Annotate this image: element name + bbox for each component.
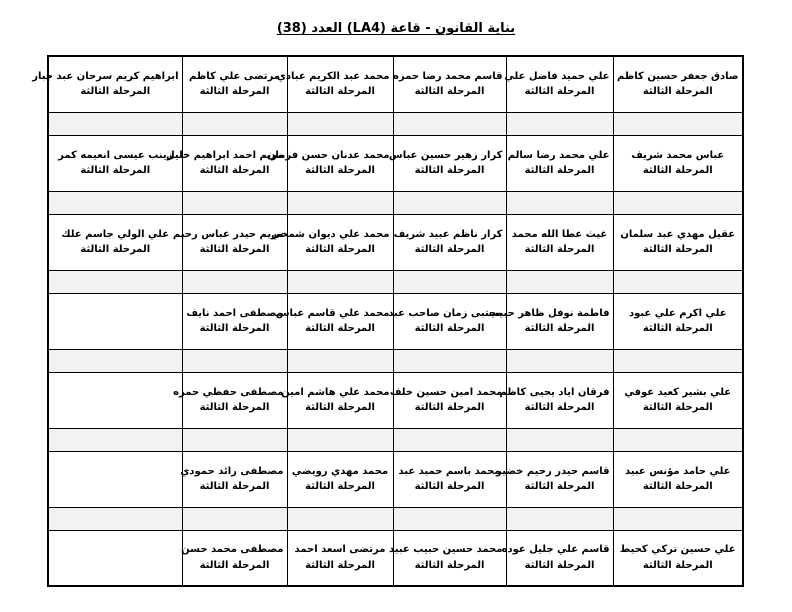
empty-separator-cell	[393, 349, 506, 372]
student-name: مصطفى رائد حمودي	[180, 465, 284, 477]
student-cell	[182, 451, 287, 507]
student-name: مجتبى زمان صاحب عبد	[388, 307, 503, 319]
student-cell	[506, 135, 613, 191]
empty-separator-cell	[48, 428, 182, 451]
student-name: علي محمد رضا سالم	[507, 149, 610, 161]
student-stage: المرحلة الثالثة	[524, 165, 595, 176]
student-cell	[388, 293, 506, 349]
student-name: محمد علي قاسم عباس	[275, 307, 390, 319]
student-stage: المرحلة الثالثة	[305, 323, 375, 334]
empty-separator-cell	[182, 112, 287, 135]
empty-separator-cell	[48, 191, 182, 214]
separator-row	[48, 191, 743, 214]
student-name: مريم احمد ابراهيم خليل	[165, 149, 284, 161]
student-name: محمد مهدي رويضي	[291, 465, 389, 477]
student-stage: المرحلة الثالثة	[305, 244, 375, 255]
empty-separator-cell	[287, 270, 393, 293]
student-stage: المرحلة الثالثة	[199, 86, 270, 98]
student-cell	[393, 451, 506, 507]
student-stage: المرحلة الثالثة	[80, 244, 151, 255]
empty-separator-cell	[287, 428, 393, 451]
student-cell	[613, 56, 743, 112]
student-name: ابراهيم كريم سرحان عبد جبار	[32, 70, 179, 82]
student-cell	[388, 530, 506, 586]
student-cell	[501, 530, 613, 586]
student-cell	[393, 214, 506, 270]
empty-separator-cell	[393, 112, 506, 135]
student-cell	[496, 451, 613, 507]
student-stage: المرحلة الثالثة	[80, 86, 151, 98]
student-cell	[389, 372, 506, 428]
student-stage: المرحلة الثالثة	[80, 165, 151, 176]
student-stage: المرحلة الثالثة	[199, 323, 270, 334]
student-cell	[48, 214, 182, 270]
empty-separator-cell	[182, 507, 287, 530]
student-cell	[488, 293, 613, 349]
student-cell	[48, 135, 182, 191]
student-stage: المرحلة الثالثة	[414, 165, 485, 176]
student-name: فاطمة نوفل ظاهر حبيب	[488, 307, 610, 319]
empty-separator-cell	[506, 428, 613, 451]
student-name: محمد باسم حميد عبد	[398, 465, 501, 477]
student-stage: المرحلة الثالثة	[199, 402, 270, 413]
student-stage: المرحلة الثالثة	[199, 481, 270, 492]
empty-separator-cell	[182, 349, 287, 372]
student-name: قاسم حيدر رحيم خضير	[496, 465, 610, 477]
empty-separator-cell	[48, 270, 182, 293]
student-stage: المرحلة الثالثة	[524, 86, 595, 98]
separator-row	[48, 428, 743, 451]
student-stage: المرحلة الثالثة	[199, 165, 270, 176]
student-name: مرتضى علي كاظم	[189, 70, 280, 82]
student-name: محمد علي هاشم امين	[281, 386, 390, 398]
empty-separator-cell	[393, 428, 506, 451]
student-name: علي حميد فاضل علي	[504, 70, 610, 82]
student-name: محمد علي ديوان شمخي	[271, 228, 390, 240]
student-cell	[266, 135, 393, 191]
separator-row	[48, 349, 743, 372]
student-name: كرار ناظم عبيد شريف	[393, 228, 503, 240]
student-stage: المرحلة الثالثة	[199, 244, 270, 255]
empty-seat-cell	[48, 293, 182, 349]
student-row	[48, 56, 743, 112]
student-cell	[173, 372, 287, 428]
page-title: بناية القانون - قاعة (LA4) العدد (38)	[276, 21, 516, 36]
student-stage: المرحلة الثالثة	[524, 244, 595, 255]
student-row	[48, 293, 743, 349]
empty-separator-cell	[287, 507, 393, 530]
student-cell	[613, 293, 743, 349]
empty-separator-cell	[48, 349, 182, 372]
student-stage: المرحلة الثالثة	[414, 559, 485, 571]
student-cell	[506, 56, 613, 112]
student-cell	[182, 56, 287, 112]
empty-seat-cell	[48, 372, 182, 428]
seating-table-body	[32, 56, 743, 586]
empty-separator-cell	[506, 270, 613, 293]
student-cell	[271, 214, 393, 270]
student-cell	[281, 372, 393, 428]
empty-separator-cell	[182, 270, 287, 293]
student-cell	[182, 293, 287, 349]
student-name: محمد عبد الكريم عبادي	[276, 70, 390, 82]
student-cell	[613, 530, 743, 586]
empty-separator-cell	[506, 191, 613, 214]
student-name: مصطفى محمد حسن	[181, 544, 284, 556]
empty-separator-cell	[506, 112, 613, 135]
student-cell	[287, 451, 393, 507]
seating-table	[32, 55, 744, 587]
student-name: قاسم محمد رضا حمزه	[392, 70, 503, 82]
empty-seat-cell	[48, 451, 182, 507]
student-name: علي حسين تركي كحيط	[619, 544, 736, 556]
student-stage: المرحلة الثالثة	[524, 323, 595, 334]
empty-separator-cell	[393, 270, 506, 293]
student-row	[48, 530, 743, 586]
empty-separator-cell	[393, 191, 506, 214]
student-name: محمد عدنان حسن فرمان	[266, 149, 390, 161]
student-cell	[506, 214, 613, 270]
student-stage: المرحلة الثالثة	[305, 559, 375, 571]
student-name: قاسم علي جليل عوده	[501, 544, 610, 556]
student-stage: المرحلة الثالثة	[414, 86, 485, 98]
student-name: عباس محمد شريف	[631, 149, 725, 161]
student-cell	[165, 135, 287, 191]
student-name: مصطفى حفظي حمزه	[173, 386, 284, 398]
student-name: كرار زهير حسين عباس	[388, 149, 503, 161]
empty-separator-cell	[287, 191, 393, 214]
student-cell	[32, 56, 182, 112]
student-cell	[613, 451, 743, 507]
student-stage: المرحلة الثالثة	[305, 86, 375, 98]
student-stage: المرحلة الثالثة	[305, 165, 375, 176]
student-stage: المرحلة الثالثة	[642, 402, 713, 413]
student-stage: المرحلة الثالثة	[414, 244, 485, 255]
student-cell	[287, 530, 393, 586]
student-stage: المرحلة الثالثة	[524, 559, 595, 571]
student-name: مرتضى اسعد احمد	[294, 544, 386, 556]
empty-separator-cell	[182, 191, 287, 214]
student-name: علي اكرم علي عبود	[628, 307, 727, 319]
student-name: علي حامد مؤنس عبيد	[624, 465, 731, 477]
student-cell	[388, 135, 506, 191]
empty-separator-cell	[613, 507, 743, 530]
empty-separator-cell	[287, 112, 393, 135]
student-cell	[613, 135, 743, 191]
student-stage: المرحلة الثالثة	[414, 402, 485, 413]
student-name: علي بشير كعيد عوفي	[624, 386, 732, 398]
student-name: محمد حسين حبيب عبيد	[388, 544, 503, 556]
empty-separator-cell	[287, 349, 393, 372]
student-stage: المرحلة الثالثة	[642, 244, 713, 255]
student-row	[48, 135, 743, 191]
empty-separator-cell	[613, 428, 743, 451]
student-cell	[499, 372, 613, 428]
student-cell	[172, 214, 287, 270]
student-stage: المرحلة الثالثة	[199, 559, 270, 571]
student-name: زينب عيسى انعيمه كمر	[58, 149, 173, 161]
student-stage: المرحلة الثالثة	[305, 402, 375, 413]
empty-separator-cell	[613, 270, 743, 293]
empty-separator-cell	[182, 428, 287, 451]
student-name: مريم حيدر عباس رحيم	[172, 228, 284, 240]
student-name: عقيل مهدي عبد سلمان	[620, 228, 736, 240]
student-stage: المرحلة الثالثة	[642, 323, 713, 334]
empty-separator-cell	[48, 507, 182, 530]
student-name: علي الولي جاسم علك	[61, 228, 170, 240]
student-stage: المرحلة الثالثة	[414, 481, 485, 492]
student-row	[48, 451, 743, 507]
student-name: مصطفى احمد نايف	[186, 307, 283, 319]
empty-separator-cell	[613, 112, 743, 135]
student-stage: المرحلة الثالثة	[305, 481, 375, 492]
student-name: صادق جعفر حسين كاظم	[617, 70, 739, 82]
empty-separator-cell	[48, 112, 182, 135]
empty-separator-cell	[613, 191, 743, 214]
empty-separator-cell	[506, 349, 613, 372]
student-stage: المرحلة الثالثة	[524, 402, 595, 413]
separator-row	[48, 270, 743, 293]
student-stage: المرحلة الثالثة	[414, 323, 485, 334]
student-row	[48, 372, 743, 428]
empty-seat-cell	[48, 530, 182, 586]
student-name: محمد امين حسين خلف	[389, 386, 503, 398]
empty-separator-cell	[506, 507, 613, 530]
student-name: غيث عطا الله محمد	[511, 228, 608, 240]
student-cell	[613, 214, 743, 270]
student-stage: المرحلة الثالثة	[642, 559, 713, 571]
empty-separator-cell	[613, 349, 743, 372]
student-stage: المرحلة الثالثة	[642, 481, 713, 492]
student-name: فرقان اياد يحيى كاظم	[499, 386, 610, 398]
student-stage: المرحلة الثالثة	[524, 481, 595, 492]
separator-row	[48, 507, 743, 530]
separator-row	[48, 112, 743, 135]
student-cell	[276, 56, 393, 112]
empty-separator-cell	[393, 507, 506, 530]
student-cell	[275, 293, 393, 349]
student-cell	[393, 56, 506, 112]
student-stage: المرحلة الثالثة	[642, 86, 713, 98]
student-row	[48, 214, 743, 270]
student-cell	[613, 372, 743, 428]
student-stage: المرحلة الثالثة	[642, 165, 713, 176]
student-cell	[182, 530, 287, 586]
